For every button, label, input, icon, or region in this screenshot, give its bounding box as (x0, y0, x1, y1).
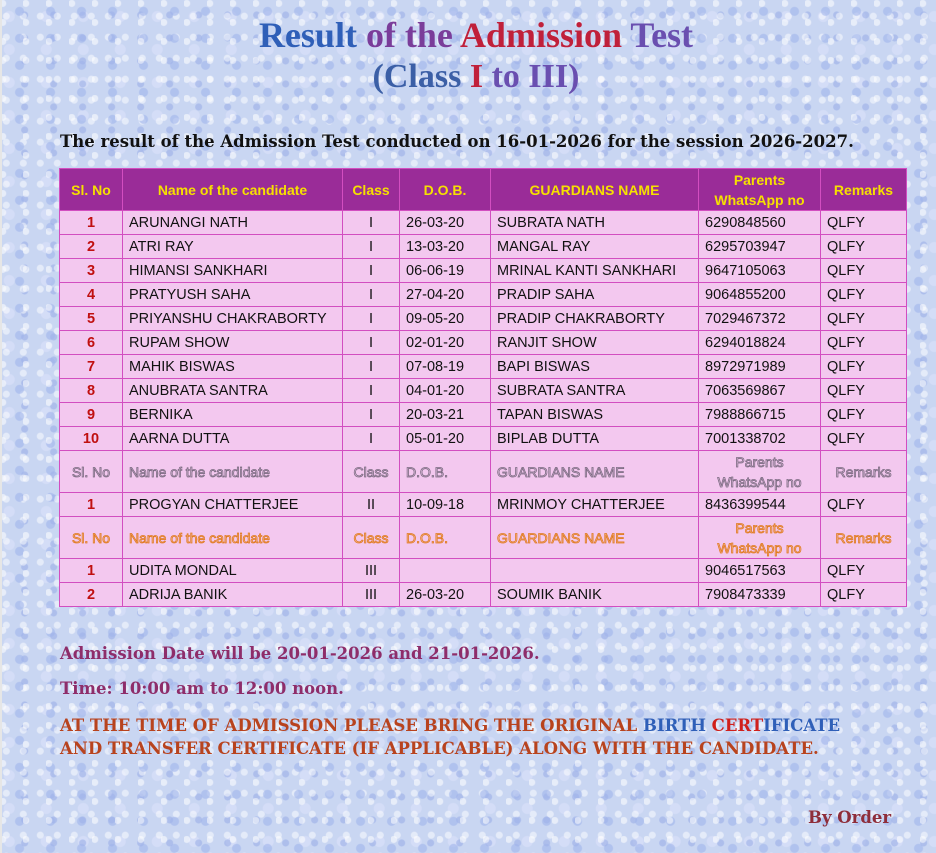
cell-dob: 27-04-20 (400, 283, 491, 307)
cell-cls: III (343, 559, 400, 583)
title-word: of the (365, 15, 453, 55)
cell-phone: 7908473339 (699, 583, 821, 607)
cell-guardian: TAPAN BISWAS (491, 403, 699, 427)
page-title (2, 14, 936, 56)
cell-dob: 05-01-20 (400, 427, 491, 451)
by-order-signature: By Order (808, 808, 892, 827)
documents-note-part: AT THE TIME OF ADMISSION PLEASE BRING THE ORIGINAL (60, 716, 643, 735)
cell-name: AARNA DUTTA (123, 427, 343, 451)
title-word: Test (630, 15, 694, 55)
cell-sl: 6 (60, 331, 123, 355)
column-header: Class (343, 451, 400, 493)
cell-phone: 7063569867 (699, 379, 821, 403)
cell-cls: I (343, 259, 400, 283)
column-header: Remarks (821, 517, 907, 559)
cell-phone: 6295703947 (699, 235, 821, 259)
subtitle-word: (Class (372, 58, 462, 95)
cell-remarks: QLFY (821, 235, 907, 259)
cell-dob: 02-01-20 (400, 331, 491, 355)
documents-note-line (60, 714, 840, 737)
title-word: Admission (459, 15, 622, 55)
cell-name: PRATYUSH SAHA (123, 283, 343, 307)
cell-guardian: SUBRATA NATH (491, 211, 699, 235)
column-header: Sl. No (60, 517, 123, 559)
results-body (60, 169, 907, 607)
column-header: Sl. No (60, 169, 123, 211)
admission-date-note: Admission Date will be 20-01-2026 and 21-01-2026. (60, 644, 540, 663)
cell-sl: 5 (60, 307, 123, 331)
column-header: GUARDIANS NAME (491, 517, 699, 559)
cell-sl: 10 (60, 427, 123, 451)
documents-note-line: AND TRANSFER CERTIFICATE (IF APPLICABLE) ALONG WITH THE CANDIDATE. (60, 739, 819, 758)
cell-guardian: RANJIT SHOW (491, 331, 699, 355)
page-subtitle (2, 58, 936, 96)
documents-note-highlight: IFICATE (763, 716, 841, 735)
column-header: Name of the candidate (123, 517, 343, 559)
cell-phone: 7988866715 (699, 403, 821, 427)
cell-name: ATRI RAY (123, 235, 343, 259)
title-word: Result (258, 15, 357, 55)
cell-dob: 10-09-18 (400, 493, 491, 517)
subtitle-word: I (469, 58, 484, 95)
column-header-line: WhatsApp no (717, 539, 802, 556)
documents-note-highlight: BIRTH (642, 716, 706, 735)
cell-dob (400, 559, 491, 583)
cell-phone: 6294018824 (699, 331, 821, 355)
cell-cls: I (343, 235, 400, 259)
documents-note (60, 714, 840, 760)
cell-dob: 13-03-20 (400, 235, 491, 259)
column-header-line: Parents (735, 453, 784, 470)
column-header: Remarks (821, 451, 907, 493)
cell-remarks: QLFY (821, 307, 907, 331)
cell-sl: 2 (60, 583, 123, 607)
cell-name: PRIYANSHU CHAKRABORTY (123, 307, 343, 331)
subtitle-word: to (491, 58, 520, 95)
cell-cls: I (343, 355, 400, 379)
table-header-row (60, 169, 907, 211)
table-subheader-row (60, 517, 907, 559)
cell-remarks: QLFY (821, 403, 907, 427)
cell-remarks: QLFY (821, 331, 907, 355)
column-header: GUARDIANS NAME (491, 451, 699, 493)
cell-phone: 8436399544 (699, 493, 821, 517)
cell-dob: 04-01-20 (400, 379, 491, 403)
column-header-line: Parents (735, 519, 784, 536)
cell-phone: 9647105063 (699, 259, 821, 283)
cell-name: ADRIJA BANIK (123, 583, 343, 607)
table-row (60, 427, 907, 451)
cell-remarks: QLFY (821, 355, 907, 379)
table-row (60, 331, 907, 355)
column-header (699, 451, 821, 493)
cell-phone: 9064855200 (699, 283, 821, 307)
cell-guardian: BAPI BISWAS (491, 355, 699, 379)
cell-cls: I (343, 379, 400, 403)
cell-remarks: QLFY (821, 583, 907, 607)
table-row (60, 235, 907, 259)
intro-text: The result of the Admission Test conducted on 16-01-2026 for the session 2026-2027. (60, 132, 854, 151)
table-row (60, 559, 907, 583)
cell-cls: I (343, 307, 400, 331)
cell-dob: 26-03-20 (400, 211, 491, 235)
cell-remarks: QLFY (821, 427, 907, 451)
cell-guardian: SOUMIK BANIK (491, 583, 699, 607)
cell-cls: III (343, 583, 400, 607)
cell-dob: 07-08-19 (400, 355, 491, 379)
column-header: Class (343, 169, 400, 211)
cell-guardian (491, 559, 699, 583)
cell-sl: 1 (60, 211, 123, 235)
cell-cls: I (343, 283, 400, 307)
cell-sl: 9 (60, 403, 123, 427)
table-row (60, 379, 907, 403)
cell-phone: 7001338702 (699, 427, 821, 451)
table-row (60, 583, 907, 607)
cell-phone: 7029467372 (699, 307, 821, 331)
cell-name: UDITA MONDAL (123, 559, 343, 583)
cell-dob: 20-03-21 (400, 403, 491, 427)
cell-name: ANUBRATA SANTRA (123, 379, 343, 403)
cell-sl: 1 (60, 559, 123, 583)
column-header: Name of the candidate (123, 451, 343, 493)
column-header-line: WhatsApp no (714, 191, 805, 208)
cell-dob: 06-06-19 (400, 259, 491, 283)
cell-name: MAHIK BISWAS (123, 355, 343, 379)
table-row (60, 307, 907, 331)
cell-remarks: QLFY (821, 559, 907, 583)
column-header: Sl. No (60, 451, 123, 493)
column-header: Class (343, 517, 400, 559)
cell-name: RUPAM SHOW (123, 331, 343, 355)
cell-sl: 7 (60, 355, 123, 379)
cell-remarks: QLFY (821, 211, 907, 235)
cell-cls: I (343, 427, 400, 451)
cell-guardian: MANGAL RAY (491, 235, 699, 259)
cell-guardian: PRADIP CHAKRABORTY (491, 307, 699, 331)
cell-cls: II (343, 493, 400, 517)
column-header (699, 517, 821, 559)
table-row (60, 283, 907, 307)
column-header (699, 169, 821, 211)
table-row (60, 211, 907, 235)
documents-note-highlight: CERT (705, 716, 764, 735)
column-header-line: Parents (733, 171, 786, 188)
cell-remarks: QLFY (821, 259, 907, 283)
cell-cls: I (343, 403, 400, 427)
cell-guardian: MRINAL KANTI SANKHARI (491, 259, 699, 283)
admission-time-note: Time: 10:00 am to 12:00 noon. (60, 679, 344, 698)
column-header-line: WhatsApp no (717, 473, 802, 490)
table-row (60, 355, 907, 379)
cell-phone: 8972971989 (699, 355, 821, 379)
column-header: Name of the candidate (123, 169, 343, 211)
cell-phone: 9046517563 (699, 559, 821, 583)
cell-sl: 3 (60, 259, 123, 283)
table-row (60, 493, 907, 517)
cell-remarks: QLFY (821, 283, 907, 307)
cell-dob: 09-05-20 (400, 307, 491, 331)
subtitle-word: III) (528, 58, 580, 95)
cell-remarks: QLFY (821, 493, 907, 517)
column-header: D.O.B. (400, 169, 491, 211)
cell-name: BERNIKA (123, 403, 343, 427)
cell-sl: 4 (60, 283, 123, 307)
cell-name: HIMANSI SANKHARI (123, 259, 343, 283)
cell-name: ARUNANGI NATH (123, 211, 343, 235)
cell-cls: I (343, 211, 400, 235)
column-header: GUARDIANS NAME (491, 169, 699, 211)
cell-guardian: PRADIP SAHA (491, 283, 699, 307)
cell-remarks: QLFY (821, 379, 907, 403)
table-subheader-row (60, 451, 907, 493)
cell-guardian: MRINMOY CHATTERJEE (491, 493, 699, 517)
cell-cls: I (343, 331, 400, 355)
table-row (60, 259, 907, 283)
cell-sl: 2 (60, 235, 123, 259)
cell-guardian: BIPLAB DUTTA (491, 427, 699, 451)
cell-phone: 6290848560 (699, 211, 821, 235)
cell-name: PROGYAN CHATTERJEE (123, 493, 343, 517)
cell-dob: 26-03-20 (400, 583, 491, 607)
table-row (60, 403, 907, 427)
cell-sl: 8 (60, 379, 123, 403)
cell-sl: 1 (60, 493, 123, 517)
column-header: Remarks (821, 169, 907, 211)
column-header: D.O.B. (400, 517, 491, 559)
cell-guardian: SUBRATA SANTRA (491, 379, 699, 403)
results-table (59, 168, 907, 607)
column-header: D.O.B. (400, 451, 491, 493)
